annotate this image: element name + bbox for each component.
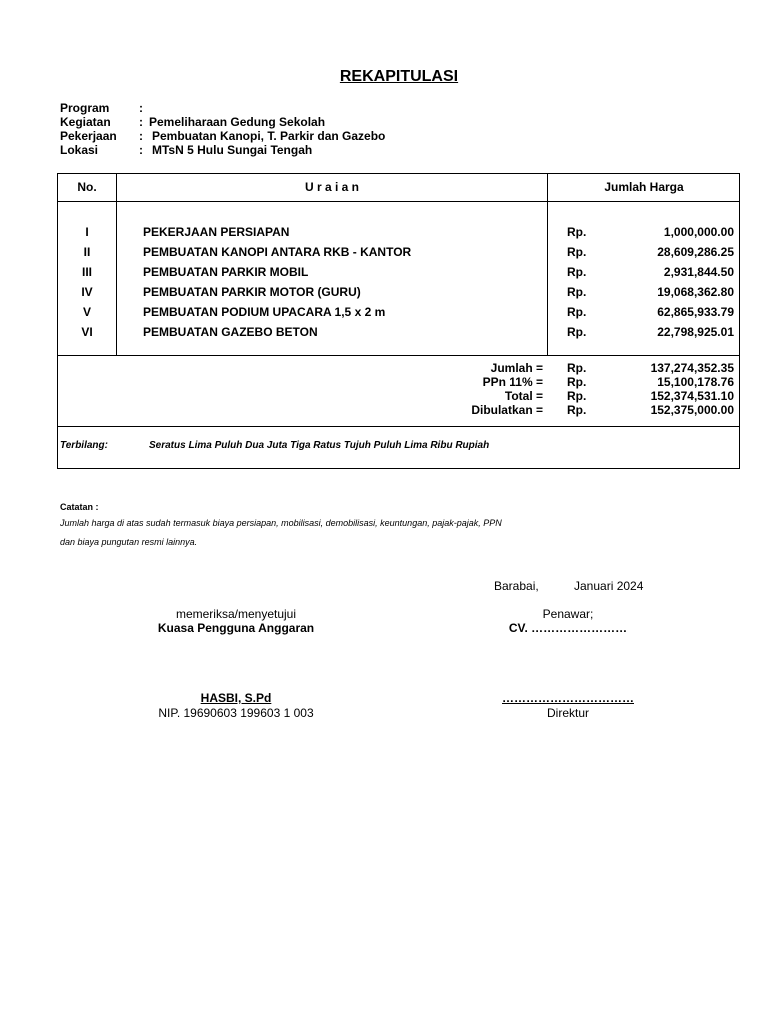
row-description: PEMBUATAN PARKIR MOTOR (GURU) (143, 285, 361, 299)
summary-label: Jumlah = (490, 361, 543, 375)
right-signer-role: Penawar; (542, 607, 594, 621)
table-row (57, 305, 740, 319)
row-amount: 19,068,362.80 (657, 285, 734, 299)
summary-currency: Rp. (567, 375, 587, 389)
header-jumlah-harga: Jumlah Harga (604, 180, 684, 194)
right-signer-name: …………………………… (502, 691, 634, 705)
left-signer-role: memeriksa/menyetujui (175, 607, 297, 621)
recap-table (57, 173, 740, 469)
summary-ppn (57, 375, 740, 389)
summary-divider (57, 426, 740, 427)
row-amount: 2,931,844.50 (663, 265, 734, 279)
row-currency: Rp. (567, 225, 587, 239)
notes-line: dan biaya pungutan resmi lainnya. (60, 537, 198, 547)
header-no: No. (77, 180, 97, 194)
summary-label: PPn 11% = (482, 375, 543, 389)
row-amount: 1,000,000.00 (663, 225, 734, 239)
summary-total (57, 389, 740, 403)
summary-jumlah (57, 361, 740, 375)
summary-amount: 137,274,352.35 (650, 361, 734, 375)
meta-colon: : (139, 101, 143, 115)
right-signer-company: CV. …………………… (508, 621, 628, 635)
signature-date: Januari 2024 (574, 579, 644, 593)
left-signer-name: HASBI, S.Pd (200, 691, 272, 705)
meta-key: Pekerjaan (60, 129, 117, 143)
row-number: III (81, 265, 92, 279)
notes-line: Jumlah harga di atas sudah termasuk biaya persiapan, mobilisasi, demobilisasi, keuntungan, pajak-pajak, PPN (60, 518, 502, 528)
left-signer-nip: NIP. 19690603 199603 1 003 (158, 706, 314, 720)
meta-key: Lokasi (60, 143, 99, 157)
terbilang-value: Seratus Lima Puluh Dua Juta Tiga Ratus Tujuh Puluh Lima Ribu Rupiah (149, 440, 490, 451)
row-currency: Rp. (567, 285, 587, 299)
row-currency: Rp. (567, 325, 587, 339)
table-row (57, 285, 740, 299)
row-amount: 28,609,286.25 (657, 245, 734, 259)
meta-colon: : (139, 115, 143, 129)
header-uraian: U r a i a n (304, 180, 360, 194)
row-description: PEMBUATAN KANOPI ANTARA RKB - KANTOR (143, 245, 412, 259)
row-number: IV (81, 285, 93, 299)
row-description: PEMBUATAN PARKIR MOBIL (143, 265, 309, 279)
row-number: II (83, 245, 91, 259)
meta-colon: : (139, 129, 143, 143)
notes-heading: Catatan : (60, 502, 99, 512)
meta-value: Pembuatan Kanopi, T. Parkir dan Gazebo (152, 129, 386, 143)
signature-place: Barabai, (494, 579, 539, 593)
row-amount: 62,865,933.79 (657, 305, 734, 319)
row-number: I (85, 225, 89, 239)
row-currency: Rp. (567, 265, 587, 279)
summary-amount: 15,100,178.76 (657, 375, 734, 389)
meta-colon: : (139, 143, 143, 157)
meta-value: MTsN 5 Hulu Sungai Tengah (152, 143, 313, 157)
summary-dibulatkan (57, 403, 740, 417)
summary-label: Total = (504, 389, 543, 403)
row-currency: Rp. (567, 245, 587, 259)
row-currency: Rp. (567, 305, 587, 319)
summary-label: Dibulatkan = (471, 403, 543, 417)
meta-key: Program (60, 101, 110, 115)
document-title: REKAPITULASI (339, 68, 459, 85)
summary-currency: Rp. (567, 403, 587, 417)
summary-currency: Rp. (567, 361, 587, 375)
row-description: PEMBUATAN GAZEBO BETON (143, 325, 318, 339)
meta-key: Kegiatan (60, 115, 111, 129)
summary-amount: 152,374,531.10 (650, 389, 734, 403)
right-signer-title: Direktur (546, 706, 589, 720)
left-signer-title: Kuasa Pengguna Anggaran (157, 621, 315, 635)
table-row (57, 225, 740, 239)
terbilang-label: Terbilang: (60, 440, 108, 451)
summary-currency: Rp. (567, 389, 587, 403)
row-number: VI (81, 325, 93, 339)
items-divider (57, 355, 740, 356)
row-number: V (82, 305, 91, 319)
header-divider (57, 201, 740, 202)
summary-amount: 152,375,000.00 (650, 403, 734, 417)
meta-value: Pemeliharaan Gedung Sekolah (149, 115, 326, 129)
table-row (57, 265, 740, 279)
table-row (57, 245, 740, 259)
table-row (57, 325, 740, 339)
row-description: PEKERJAAN PERSIAPAN (143, 225, 290, 239)
row-amount: 22,798,925.01 (657, 325, 734, 339)
row-description: PEMBUATAN PODIUM UPACARA 1,5 x 2 m (143, 305, 386, 319)
